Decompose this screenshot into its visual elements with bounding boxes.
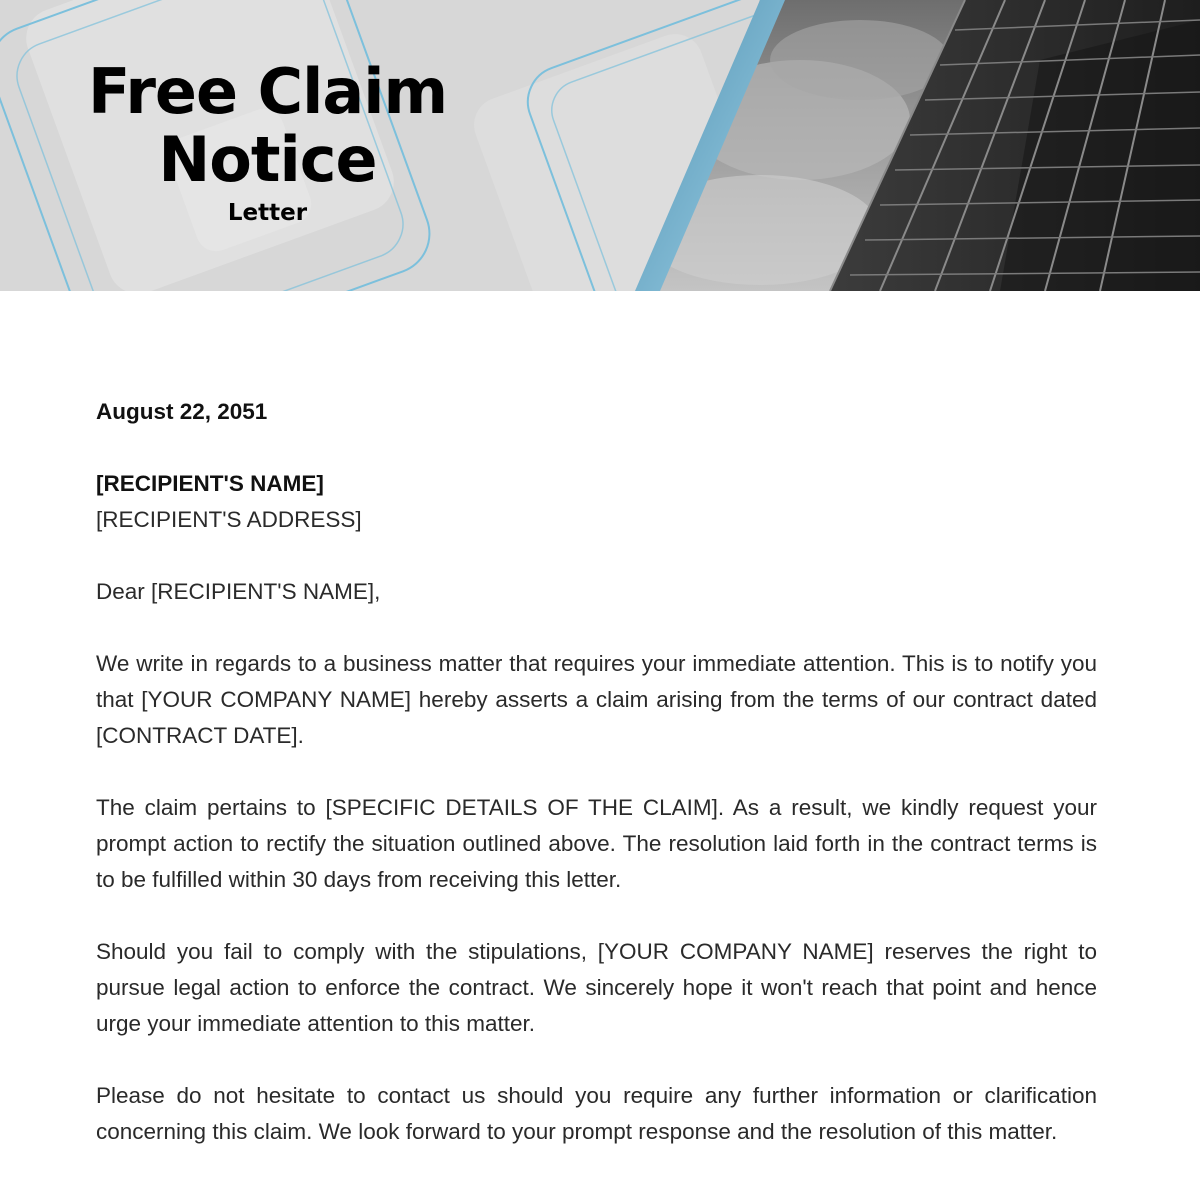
recipient-name: [RECIPIENT'S NAME] [96,471,324,496]
paragraph-1: We write in regards to a business matter that requires your immediate attention. This is to notify you that [YOUR COMPANY NAME] hereby asserts a claim arising from the terms of our contract dated [CONTRACT DATE]. [96,651,1097,748]
title-block [40,55,495,228]
recipient-address: [RECIPIENT'S ADDRESS] [96,507,362,532]
paragraph-2: The claim pertains to [SPECIFIC DETAILS OF THE CLAIM]. As a result, we kindly request your prompt action to rectify the situation outlined above. The resolution laid forth in the contract terms is to be fulfilled within 30 days from receiving this letter. [96,795,1097,892]
paragraph-4: Please do not hesitate to contact us should you require any further information or clarification concerning this claim. We look forward to your prompt response and the resolution of this matter. [96,1083,1097,1144]
greeting: Dear [RECIPIENT'S NAME], [96,579,381,604]
title-line-2: Notice [158,123,377,196]
subtitle: Letter [227,200,308,226]
letter-date: August 22, 2051 [96,399,268,424]
paragraph-3: Should you fail to comply with the stipulations, [YOUR COMPANY NAME] reserves the right to pursue legal action to enforce the contract. We sincerely hope it won't reach that point and hence urge your immediate attention to this matter. [96,939,1097,1036]
header-banner [0,0,1200,291]
letter-body [96,394,1097,1150]
title-line-1: Free Claim [87,55,448,128]
